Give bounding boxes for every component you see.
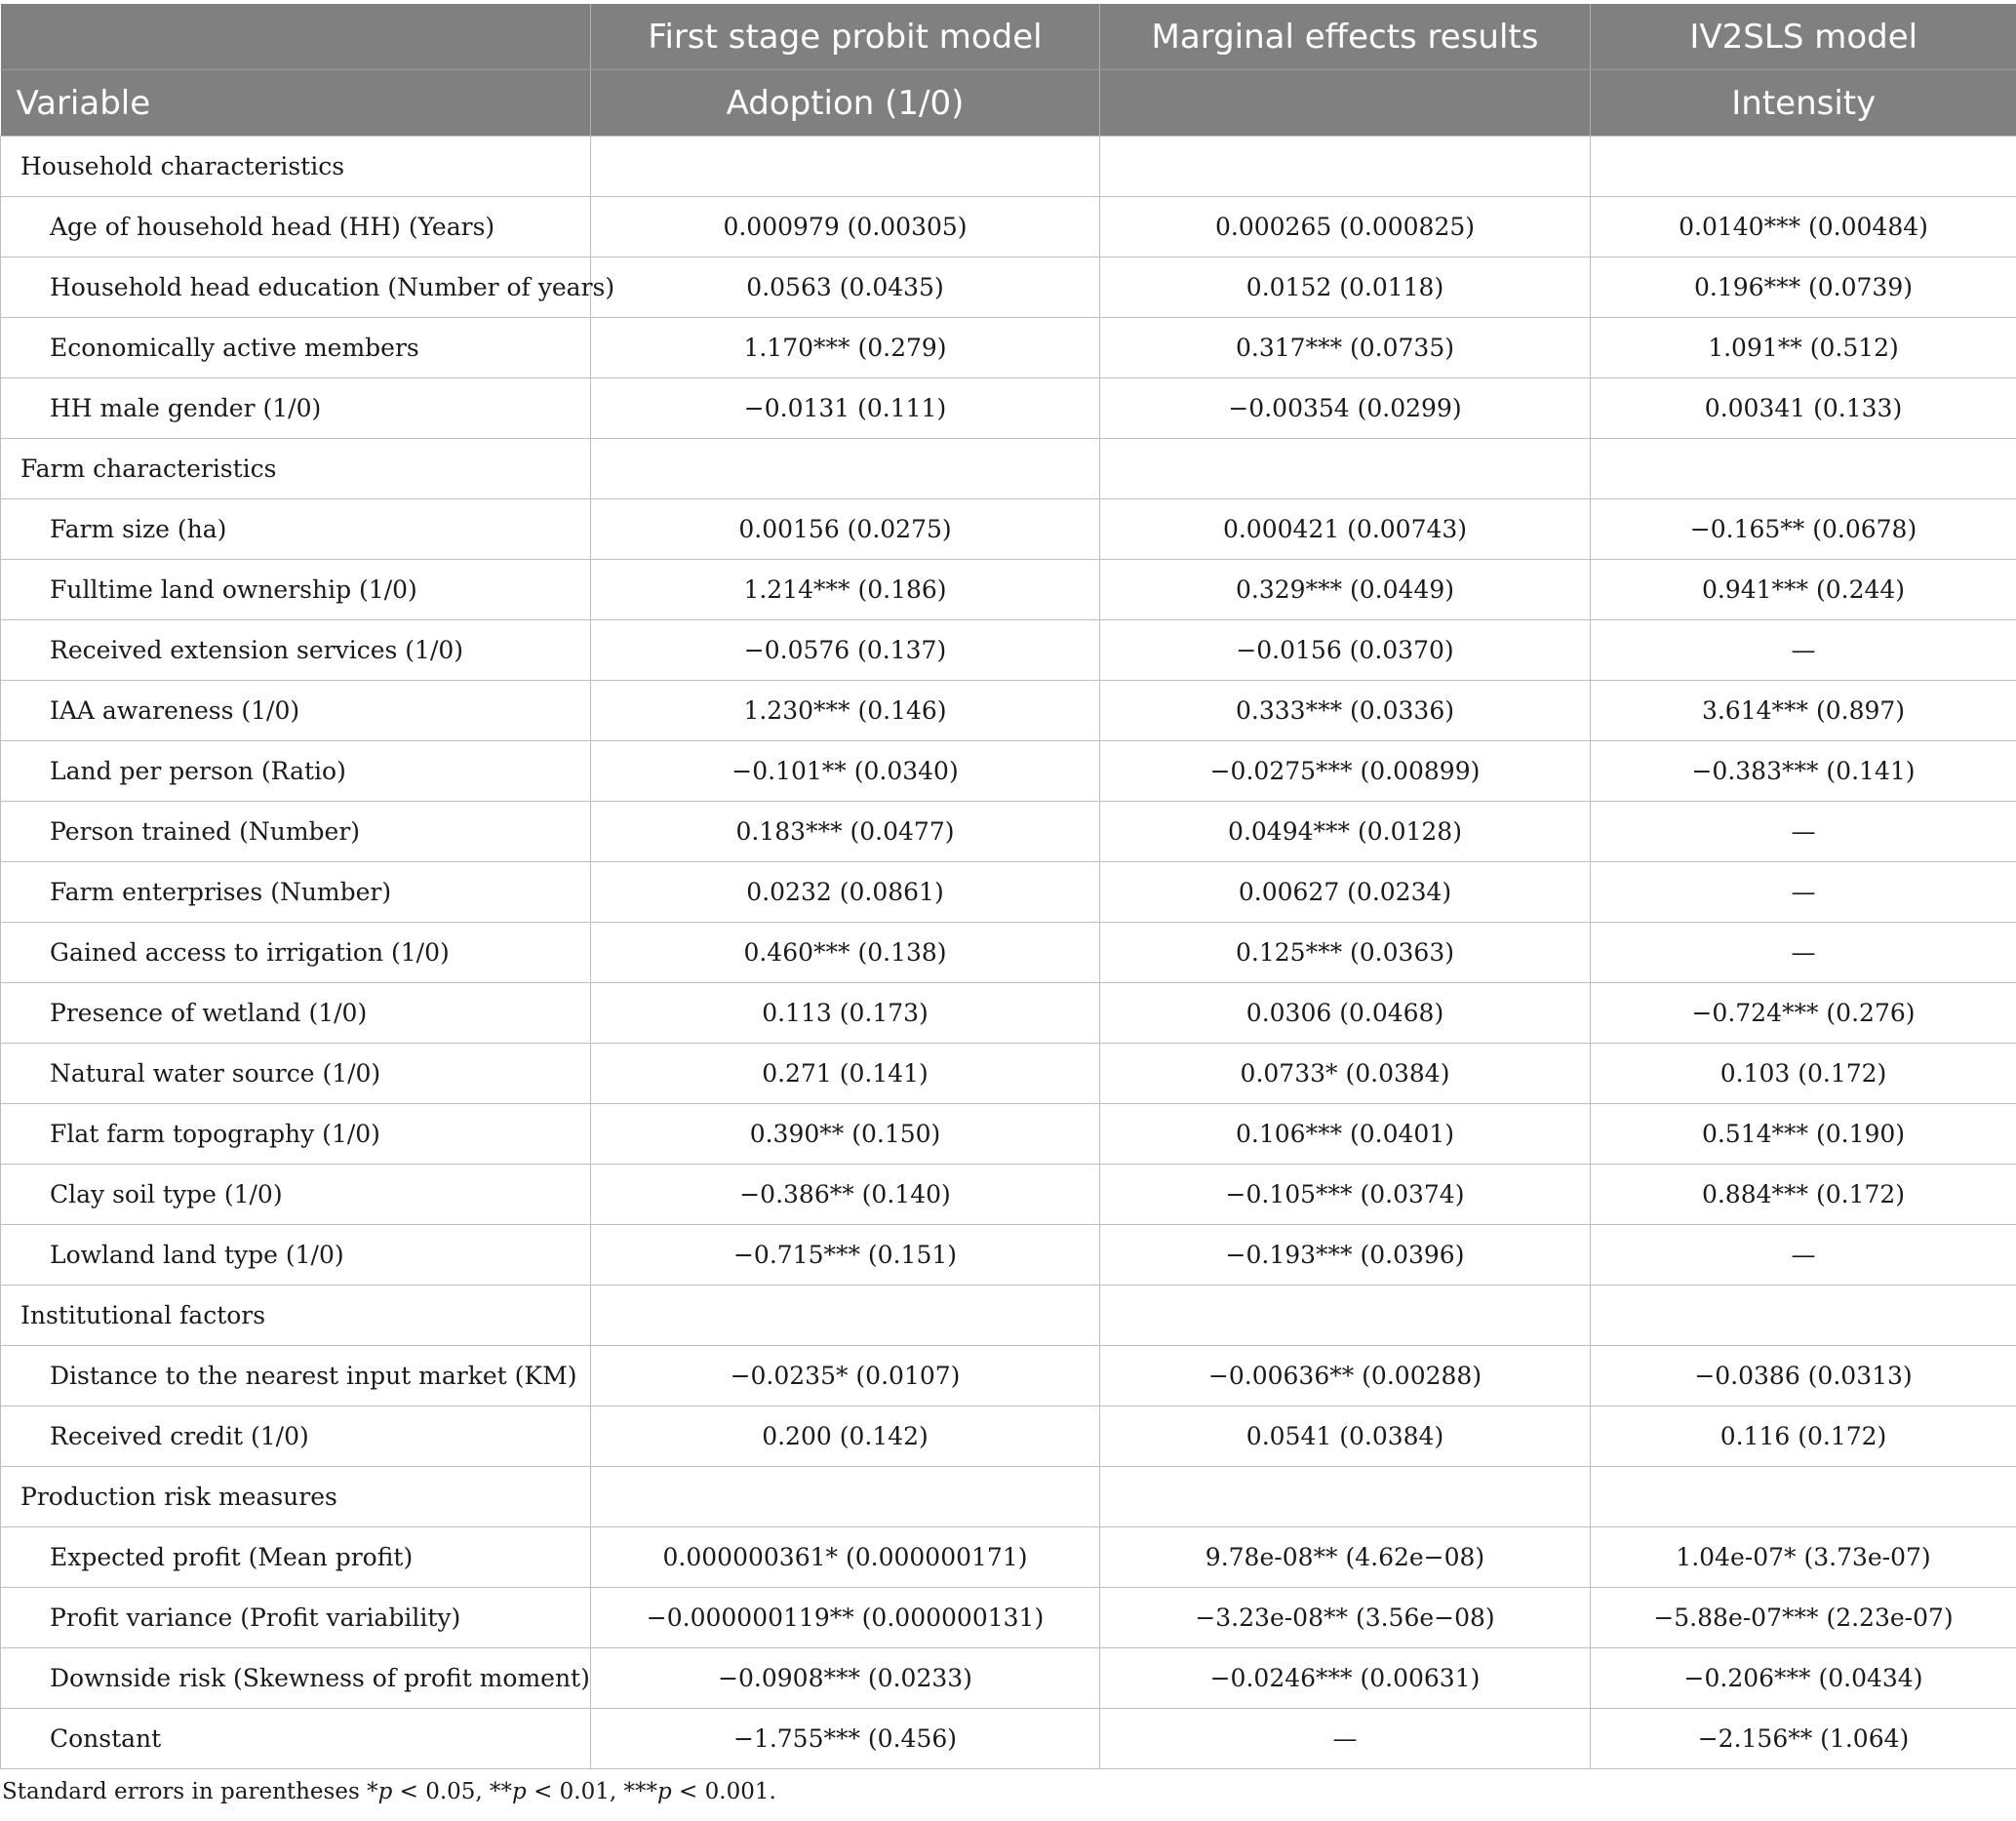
value-cell: — bbox=[1591, 923, 2016, 983]
value-cell bbox=[1100, 439, 1591, 499]
value-cell bbox=[591, 137, 1100, 197]
section-label: Production risk measures bbox=[1, 1467, 591, 1527]
table-row bbox=[1, 318, 2016, 378]
table-row bbox=[1, 1104, 2016, 1165]
value-cell: 0.000979 (0.00305) bbox=[591, 197, 1100, 257]
variable-label: Farm size (ha) bbox=[1, 499, 591, 560]
value-cell bbox=[1591, 439, 2016, 499]
table-row bbox=[1, 499, 2016, 560]
value-cell: −0.0908*** (0.0233) bbox=[591, 1648, 1100, 1709]
section-row bbox=[1, 1467, 2016, 1527]
value-cell: 0.000000361* (0.000000171) bbox=[591, 1527, 1100, 1588]
value-cell bbox=[1100, 137, 1591, 197]
variable-label: Presence of wetland (1/0) bbox=[1, 983, 591, 1044]
variable-label: Age of household head (HH) (Years) bbox=[1, 197, 591, 257]
value-cell: −0.206*** (0.0434) bbox=[1591, 1648, 2016, 1709]
table-row bbox=[1, 378, 2016, 439]
table-row bbox=[1, 197, 2016, 257]
header-iv2sls-model: IV2SLS model bbox=[1591, 4, 2016, 70]
table-row bbox=[1, 620, 2016, 681]
header-cell bbox=[1, 4, 591, 70]
table-row bbox=[1, 1588, 2016, 1648]
value-cell: −0.193*** (0.0396) bbox=[1100, 1225, 1591, 1286]
footnote-prefix: Standard errors in parentheses * bbox=[2, 1779, 378, 1804]
value-cell: 0.113 (0.173) bbox=[591, 983, 1100, 1044]
table-row bbox=[1, 681, 2016, 741]
value-cell: 0.183*** (0.0477) bbox=[591, 802, 1100, 862]
table-row bbox=[1, 1709, 2016, 1769]
value-cell: 0.000421 (0.00743) bbox=[1100, 499, 1591, 560]
variable-label: Person trained (Number) bbox=[1, 802, 591, 862]
value-cell: 0.317*** (0.0735) bbox=[1100, 318, 1591, 378]
table-row bbox=[1, 560, 2016, 620]
value-cell: 0.0733* (0.0384) bbox=[1100, 1044, 1591, 1104]
value-cell: 0.000265 (0.000825) bbox=[1100, 197, 1591, 257]
value-cell: −0.0246*** (0.00631) bbox=[1100, 1648, 1591, 1709]
value-cell: 0.271 (0.141) bbox=[591, 1044, 1100, 1104]
value-cell: −5.88e-07*** (2.23e-07) bbox=[1591, 1588, 2016, 1648]
variable-label: Received extension services (1/0) bbox=[1, 620, 591, 681]
value-cell: 0.329*** (0.0449) bbox=[1100, 560, 1591, 620]
value-cell: — bbox=[1591, 1225, 2016, 1286]
table-row bbox=[1, 1527, 2016, 1588]
value-cell: 0.00341 (0.133) bbox=[1591, 378, 2016, 439]
header-intensity: Intensity bbox=[1591, 70, 2016, 137]
value-cell: 1.04e-07* (3.73e-07) bbox=[1591, 1527, 2016, 1588]
variable-label: HH male gender (1/0) bbox=[1, 378, 591, 439]
value-cell: 0.103 (0.172) bbox=[1591, 1044, 2016, 1104]
value-cell: −0.0576 (0.137) bbox=[591, 620, 1100, 681]
value-cell: 1.214*** (0.186) bbox=[591, 560, 1100, 620]
value-cell bbox=[1100, 1286, 1591, 1346]
value-cell bbox=[591, 439, 1100, 499]
value-cell: −0.00354 (0.0299) bbox=[1100, 378, 1591, 439]
value-cell bbox=[591, 1467, 1100, 1527]
value-cell: −0.165** (0.0678) bbox=[1591, 499, 2016, 560]
section-row bbox=[1, 439, 2016, 499]
variable-label: Household head education (Number of years) bbox=[1, 257, 591, 318]
value-cell: −0.0275*** (0.00899) bbox=[1100, 741, 1591, 802]
value-cell: −2.156** (1.064) bbox=[1591, 1709, 2016, 1769]
header-marginal-effects: Marginal effects results bbox=[1100, 4, 1591, 70]
table-row bbox=[1, 983, 2016, 1044]
table-row bbox=[1, 1225, 2016, 1286]
section-row bbox=[1, 137, 2016, 197]
section-label: Farm characteristics bbox=[1, 439, 591, 499]
header-cell bbox=[1100, 70, 1591, 137]
variable-label: Clay soil type (1/0) bbox=[1, 1165, 591, 1225]
section-label: Institutional factors bbox=[1, 1286, 591, 1346]
variable-label: Flat farm topography (1/0) bbox=[1, 1104, 591, 1165]
table-row bbox=[1, 257, 2016, 318]
variable-label: Fulltime land ownership (1/0) bbox=[1, 560, 591, 620]
value-cell: 0.0541 (0.0384) bbox=[1100, 1406, 1591, 1467]
variable-label: Land per person (Ratio) bbox=[1, 741, 591, 802]
value-cell: −0.000000119** (0.000000131) bbox=[591, 1588, 1100, 1648]
table-row bbox=[1, 923, 2016, 983]
value-cell: −0.386** (0.140) bbox=[591, 1165, 1100, 1225]
value-cell: −1.755*** (0.456) bbox=[591, 1709, 1100, 1769]
value-cell: −0.0156 (0.0370) bbox=[1100, 620, 1591, 681]
value-cell: 0.116 (0.172) bbox=[1591, 1406, 2016, 1467]
value-cell: 9.78e-08** (4.62e−08) bbox=[1100, 1527, 1591, 1588]
value-cell: — bbox=[1591, 862, 2016, 923]
section-row bbox=[1, 1286, 2016, 1346]
variable-label: Distance to the nearest input market (KM) bbox=[1, 1346, 591, 1406]
value-cell: 0.125*** (0.0363) bbox=[1100, 923, 1591, 983]
section-label: Household characteristics bbox=[1, 137, 591, 197]
value-cell: — bbox=[1591, 620, 2016, 681]
variable-label: Received credit (1/0) bbox=[1, 1406, 591, 1467]
value-cell: — bbox=[1591, 802, 2016, 862]
value-cell: 0.0140*** (0.00484) bbox=[1591, 197, 2016, 257]
footnote-p: p bbox=[657, 1779, 672, 1804]
value-cell: 3.614*** (0.897) bbox=[1591, 681, 2016, 741]
header-row-models bbox=[1, 4, 2016, 70]
footnote-text: < 0.001. bbox=[671, 1779, 776, 1804]
variable-label: Lowland land type (1/0) bbox=[1, 1225, 591, 1286]
value-cell: — bbox=[1100, 1709, 1591, 1769]
value-cell bbox=[591, 1286, 1100, 1346]
value-cell: 1.170*** (0.279) bbox=[591, 318, 1100, 378]
footnote-p: p bbox=[512, 1779, 527, 1804]
header-adoption: Adoption (1/0) bbox=[591, 70, 1100, 137]
value-cell: −0.00636** (0.00288) bbox=[1100, 1346, 1591, 1406]
value-cell: 0.0563 (0.0435) bbox=[591, 257, 1100, 318]
value-cell: 0.0152 (0.0118) bbox=[1100, 257, 1591, 318]
table-row bbox=[1, 1165, 2016, 1225]
value-cell: −0.0235* (0.0107) bbox=[591, 1346, 1100, 1406]
table-header bbox=[1, 4, 2016, 137]
footnote-text: < 0.05, ** bbox=[392, 1779, 513, 1804]
variable-label: Downside risk (Skewness of profit moment) bbox=[1, 1648, 591, 1709]
value-cell: 0.0306 (0.0468) bbox=[1100, 983, 1591, 1044]
table-row bbox=[1, 1346, 2016, 1406]
table-row bbox=[1, 802, 2016, 862]
variable-label: Constant bbox=[1, 1709, 591, 1769]
value-cell bbox=[1591, 1286, 2016, 1346]
table-row bbox=[1, 1406, 2016, 1467]
table-row bbox=[1, 862, 2016, 923]
value-cell: 0.460*** (0.138) bbox=[591, 923, 1100, 983]
header-probit-model: First stage probit model bbox=[591, 4, 1100, 70]
variable-label: Profit variance (Profit variability) bbox=[1, 1588, 591, 1648]
value-cell bbox=[1100, 1467, 1591, 1527]
variable-label: Gained access to irrigation (1/0) bbox=[1, 923, 591, 983]
value-cell: 0.941*** (0.244) bbox=[1591, 560, 2016, 620]
value-cell: 1.230*** (0.146) bbox=[591, 681, 1100, 741]
table-row bbox=[1, 1648, 2016, 1709]
value-cell: −0.724*** (0.276) bbox=[1591, 983, 2016, 1044]
footnote bbox=[2, 1779, 776, 1804]
value-cell: −0.0131 (0.111) bbox=[591, 378, 1100, 439]
variable-label: Economically active members bbox=[1, 318, 591, 378]
results-table bbox=[0, 4, 2016, 1769]
footnote-text: < 0.01, *** bbox=[526, 1779, 658, 1804]
header-row-outcomes bbox=[1, 70, 2016, 137]
value-cell: 0.106*** (0.0401) bbox=[1100, 1104, 1591, 1165]
footnote-p: p bbox=[377, 1779, 393, 1804]
value-cell: 0.00156 (0.0275) bbox=[591, 499, 1100, 560]
value-cell: 0.0494*** (0.0128) bbox=[1100, 802, 1591, 862]
value-cell bbox=[1591, 137, 2016, 197]
value-cell: −0.383*** (0.141) bbox=[1591, 741, 2016, 802]
value-cell: 0.884*** (0.172) bbox=[1591, 1165, 2016, 1225]
value-cell bbox=[1591, 1467, 2016, 1527]
value-cell: 0.200 (0.142) bbox=[591, 1406, 1100, 1467]
table-body bbox=[1, 137, 2016, 1769]
value-cell: −0.715*** (0.151) bbox=[591, 1225, 1100, 1286]
variable-label: Natural water source (1/0) bbox=[1, 1044, 591, 1104]
variable-label: Farm enterprises (Number) bbox=[1, 862, 591, 923]
value-cell: −0.0386 (0.0313) bbox=[1591, 1346, 2016, 1406]
header-variable: Variable bbox=[1, 70, 591, 137]
table-row bbox=[1, 741, 2016, 802]
variable-label: IAA awareness (1/0) bbox=[1, 681, 591, 741]
value-cell: 0.390** (0.150) bbox=[591, 1104, 1100, 1165]
value-cell: −0.105*** (0.0374) bbox=[1100, 1165, 1591, 1225]
value-cell: −3.23e-08** (3.56e−08) bbox=[1100, 1588, 1591, 1648]
value-cell: 0.514*** (0.190) bbox=[1591, 1104, 2016, 1165]
value-cell: 1.091** (0.512) bbox=[1591, 318, 2016, 378]
value-cell: 0.0232 (0.0861) bbox=[591, 862, 1100, 923]
value-cell: 0.333*** (0.0336) bbox=[1100, 681, 1591, 741]
value-cell: −0.101** (0.0340) bbox=[591, 741, 1100, 802]
value-cell: 0.00627 (0.0234) bbox=[1100, 862, 1591, 923]
variable-label: Expected profit (Mean profit) bbox=[1, 1527, 591, 1588]
value-cell: 0.196*** (0.0739) bbox=[1591, 257, 2016, 318]
table-row bbox=[1, 1044, 2016, 1104]
